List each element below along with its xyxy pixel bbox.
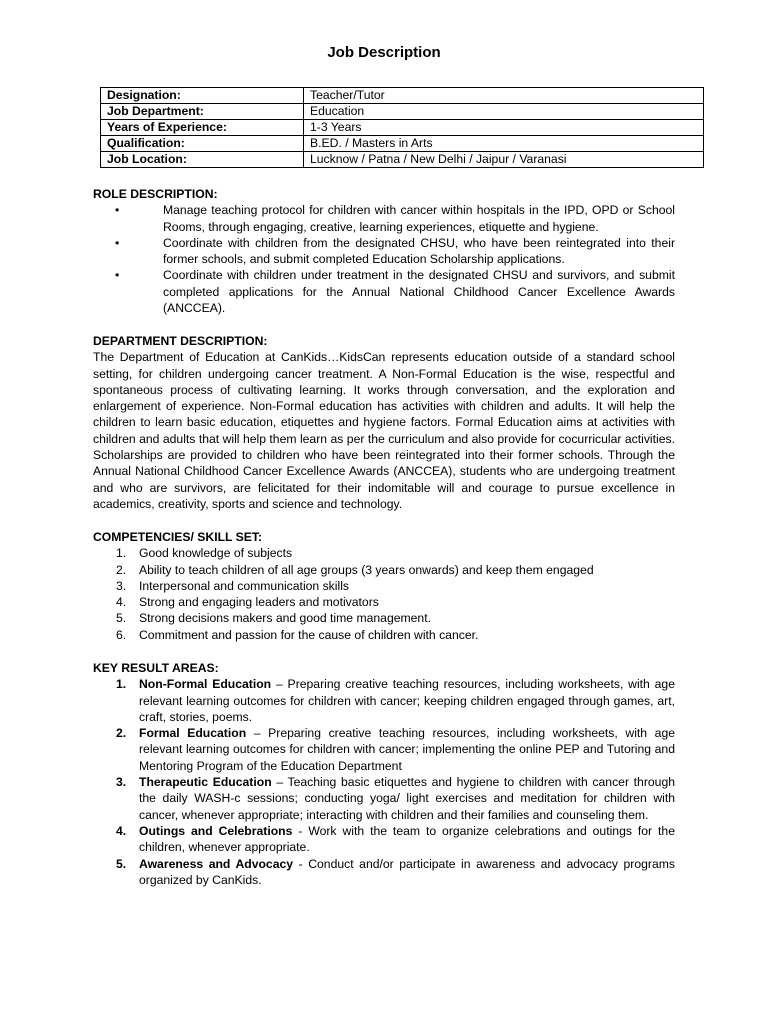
- list-item: [93, 774, 675, 823]
- table-row: [101, 88, 704, 104]
- list-item: [93, 627, 675, 643]
- section-heading: DEPARTMENT DESCRIPTION:: [93, 334, 268, 348]
- table-value: 1-3 Years: [304, 120, 704, 136]
- list-number: 4.: [116, 595, 127, 610]
- list-item: [93, 545, 675, 561]
- list-number: 5.: [116, 611, 127, 626]
- list-item-text: Strong and engaging leaders and motivators: [139, 595, 379, 610]
- kra-title: Awareness and Advocacy: [139, 856, 294, 871]
- table-key: Years of Experience:: [101, 120, 304, 136]
- list-item: [93, 725, 675, 774]
- kra-text: - Conduct and/or participate in awareness and advocacy programs organized by CanKids.: [139, 856, 675, 887]
- list-number: 2.: [116, 562, 127, 577]
- list-item: [93, 578, 675, 594]
- section-heading: COMPETENCIES/ SKILL SET:: [93, 530, 263, 544]
- list-item: [93, 562, 675, 578]
- list-item-text: Coordinate with children from the designated CHSU, who have been reintegrated into their former schools, and submit completed Education Scholarship applications.: [163, 235, 675, 267]
- list-item: [93, 202, 675, 235]
- table-key: Qualification:: [101, 136, 304, 152]
- role-section: [93, 186, 675, 316]
- list-item: [93, 267, 675, 316]
- table-row: [101, 120, 704, 136]
- kra-text: – Preparing creative teaching resources, including worksheets, with age relevant learning outcomes for children with cancer; implementing the online PEP and Tutoring and Mentoring Program of the Education Department: [139, 726, 675, 773]
- list-item-text: Interpersonal and communication skills: [139, 578, 349, 593]
- table-key: Job Location:: [101, 152, 304, 168]
- list-number: 1.: [116, 677, 127, 692]
- list-number: 1.: [116, 546, 127, 561]
- list-item-text: Ability to teach children of all age groups (3 years onwards) and keep them engaged: [139, 562, 594, 577]
- list-item-text: Manage teaching protocol for children with cancer within hospitals in the IPD, OPD or School Rooms, through engaging, creative, learning experiences, etiquette and hygiene.: [163, 203, 675, 234]
- kra-text: – Preparing creative teaching resources, including worksheets, with age relevant learning outcomes for children with cancer; keeping children engaged through games, art, craft, stories, poems.: [139, 677, 675, 724]
- list-item: [93, 235, 675, 268]
- bullet-icon: •: [115, 268, 120, 283]
- table-row: [101, 136, 704, 152]
- section-heading: KEY RESULT AREAS:: [93, 661, 219, 675]
- department-paragraph: The Department of Education at CanKids…KidsCan represents education outside of a standard school setting, for children undergoing cancer treatment. A Non-Formal Education is the wise, respectful and spontaneous process of cultivating learning. It works through conversation, and the exploration and enlargement of experience. Non-Formal education has activities with children and adults. It will help the children to learn basic education, etiquettes and hygiene factors. Formal Education aims at activities with children and adults that will help them learn as per the curriculum and also provide for cocurricular activities. Scholarships are provided to children who have been reintegrated into their former schools. Through the Annual National Childhood Cancer Excellence Awards (ANCCEA), students who are undergoing treatment and who are survivors, are felicitated for their indomitable will and courage to pursue excellence in academics, creativity, sports and science and technology.: [93, 350, 675, 511]
- job-info-table: [100, 87, 704, 168]
- kra-section: [93, 660, 675, 888]
- list-number: 3.: [116, 578, 127, 593]
- department-section: [93, 333, 675, 512]
- table-value: Education: [304, 104, 704, 120]
- list-number: 4.: [116, 823, 127, 838]
- list-item: [93, 856, 675, 889]
- list-number: 5.: [116, 856, 127, 871]
- kra-text: – Teaching basic etiquettes and hygiene to children with cancer through the daily WASH-c sessions; conducting yoga/ light exercises and meditation for children with cancer, whenever appropriate; interacting with children and their families and counseling them.: [139, 775, 675, 822]
- table-value: Teacher/Tutor: [304, 88, 704, 104]
- table-row: [101, 104, 704, 120]
- kra-title: Therapeutic Education: [139, 775, 272, 790]
- table-key: Designation:: [101, 88, 304, 104]
- table-value: Lucknow / Patna / New Delhi / Jaipur / Varanasi: [304, 152, 704, 168]
- list-item: [93, 610, 675, 626]
- kra-title: Outings and Celebrations: [139, 823, 293, 838]
- table-row: [101, 152, 704, 168]
- list-item: [93, 594, 675, 610]
- table-value: B.ED. / Masters in Arts: [304, 136, 704, 152]
- list-item-text: Strong decisions makers and good time management.: [139, 611, 431, 626]
- list-item: [93, 823, 675, 856]
- kra-text: - Work with the team to organize celebrations and outings for the children, whenever appropriate.: [139, 823, 675, 855]
- kra-title: Non-Formal Education: [139, 677, 272, 692]
- list-number: 3.: [116, 775, 127, 790]
- competencies-section: [93, 529, 675, 643]
- list-item-text: Good knowledge of subjects: [139, 546, 293, 561]
- list-item: [93, 676, 675, 725]
- list-number: 6.: [116, 627, 127, 642]
- bullet-icon: •: [115, 203, 120, 218]
- section-heading: ROLE DESCRIPTION:: [93, 187, 218, 201]
- list-item-text: Coordinate with children under treatment in the designated CHSU and survivors, and submit completed applications for the Annual National Childhood Cancer Excellence Awards (ANCCEA).: [163, 268, 675, 316]
- list-number: 2.: [116, 726, 127, 741]
- page-title: Job Description: [327, 44, 441, 61]
- list-item-text: Commitment and passion for the cause of children with cancer.: [139, 627, 479, 642]
- bullet-icon: •: [115, 235, 120, 250]
- table-key: Job Department:: [101, 104, 304, 120]
- kra-title: Formal Education: [139, 726, 247, 741]
